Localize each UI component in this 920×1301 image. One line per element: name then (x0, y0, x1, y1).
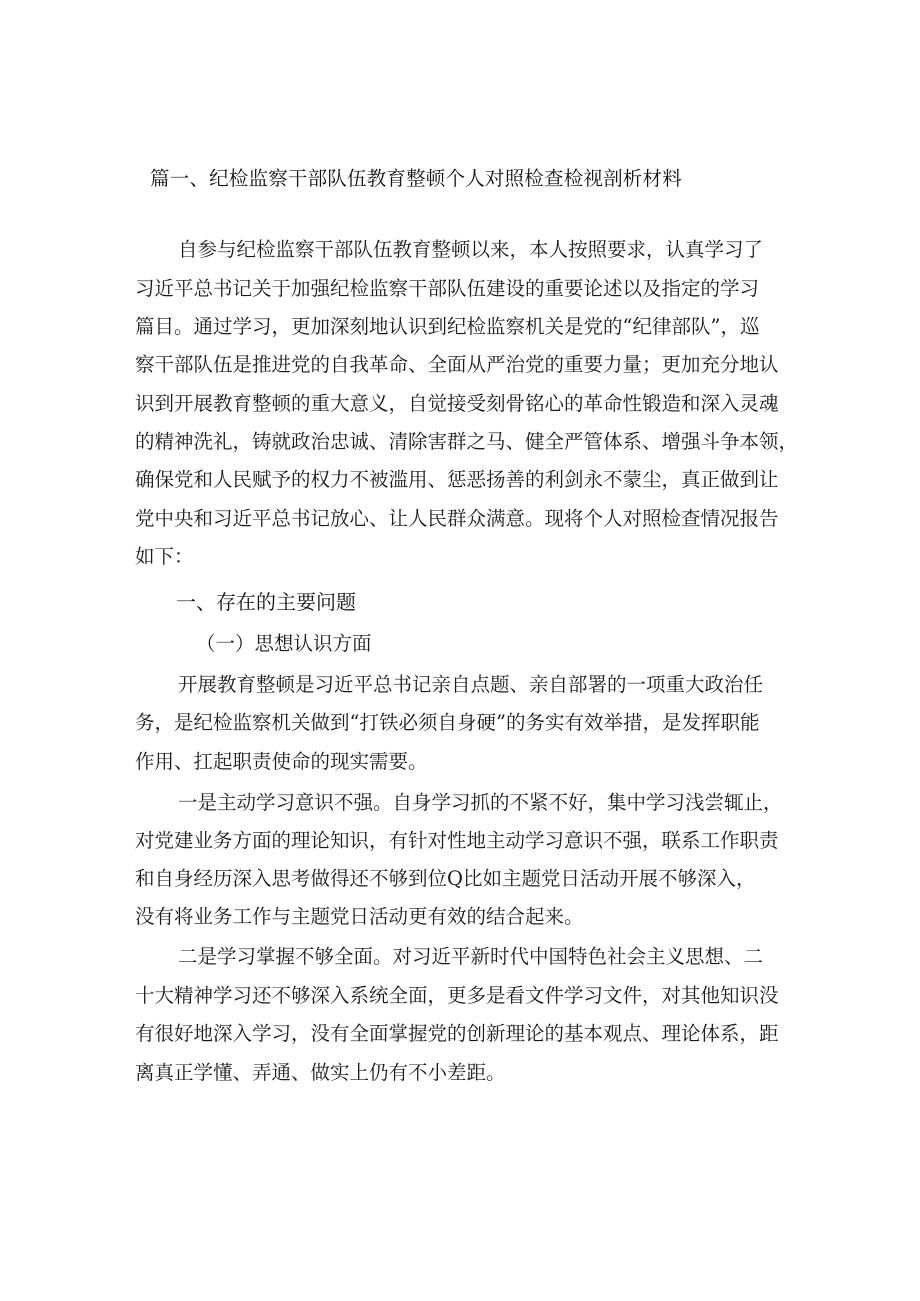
paragraph-line: 有很好地深入学习，没有全面掌握党的创新理论的基本观点、理论体系，距 (135, 1022, 779, 1045)
paragraph-line: 和自身经历深入思考做得还不够到位Q比如主题党日活动开展不够深入， (135, 867, 756, 890)
paragraph-line: 务，是纪检监察机关做到“打铁必须自身硬”的务实有效举措，是发挥职能 (135, 711, 760, 734)
intro-line: 习近平总书记关于加强纪检监察干部队伍建设的重要论述以及指定的学习 (135, 277, 760, 300)
paragraph-line: 十大精神学习还不够深入系统全面，更多是看文件学习文件，对其他知识没 (135, 984, 779, 1007)
paragraph-line: 对党建业务方面的理论知识，有针对性地主动学习意识不强，联系工作职责 (135, 829, 779, 852)
intro-line: 自参与纪检监察干部队伍教育整顿以来，本人按照要求，认真学习了 (178, 238, 764, 261)
subsection-heading: （一）思想认识方面 (196, 632, 372, 655)
intro-line: 篇目。通过学习，更加深刻地认识到纪检监察机关是党的“纪律部队”，巡 (135, 315, 760, 338)
intro-line: 确保党和人民赋予的权力不被滥用、惩恶扬善的利剑永不蒙尘，真正做到让 (135, 468, 779, 491)
intro-line: 识到开展教育整顿的重大意义，自觉接受刻骨铭心的革命性锻造和深入灵魂 (135, 392, 779, 415)
paragraph-line: 离真正学懂、弄通、做实上仍有不小差距。 (135, 1061, 506, 1084)
paragraph-line: 二是学习掌握不够全面。对习近平新时代中国特色社会主义思想、二 (178, 945, 764, 968)
paragraph-line: 一是主动学习意识不强。自身学习抓的不紧不好，集中学习浅尝辄止， (178, 791, 783, 814)
intro-line: 的精神洗礼，铸就政治忠诚、清除害群之马、健全严管体系、增强斗争本领， (135, 430, 799, 453)
intro-line: 党中央和习近平总书记放心、让人民群众满意。现将个人对照检查情况报告 (135, 507, 779, 530)
section-heading: 一、存在的主要问题 (176, 590, 356, 614)
paragraph-line: 作用、扛起职责使命的现实需要。 (135, 750, 428, 773)
intro-line: 察干部队伍是推进党的自我革命、全面从严治党的重要力量；更加充分地认 (135, 353, 779, 376)
paragraph-line: 没有将业务工作与主题党日活动更有效的结合起来。 (135, 905, 584, 928)
intro-line: 如下： (135, 545, 194, 568)
document-title: 篇一、纪检监察干部队伍教育整顿个人对照检查检视剖析材料 (150, 167, 682, 190)
paragraph-line: 开展教育整顿是习近平总书记亲自点题、亲自部署的一项重大政治任 (178, 673, 764, 696)
